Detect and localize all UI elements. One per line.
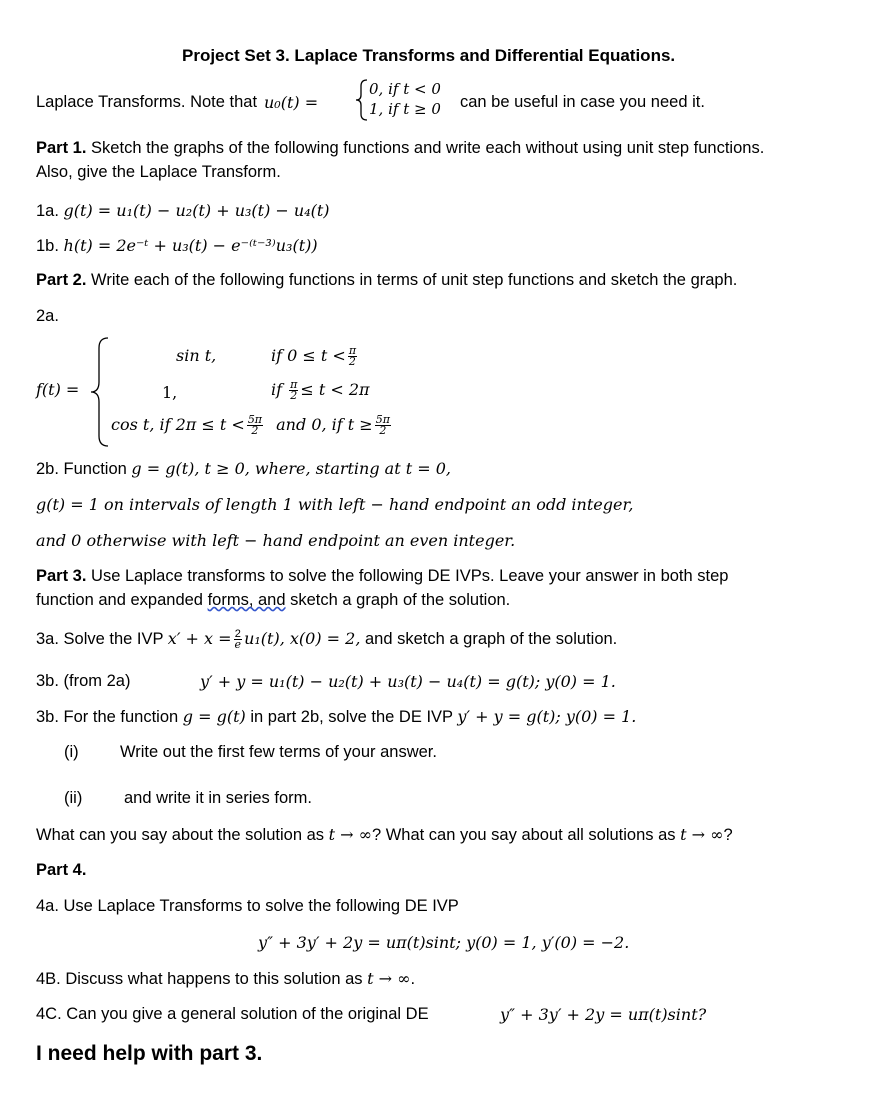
- item-3a-label: 3a. Solve the IVP: [36, 630, 164, 648]
- item-1b-formula: h(t) = 2e⁻ᵗ + u₃(t) − e⁻⁽ᵗ⁻³⁾u₃(t)): [63, 236, 318, 255]
- part3-text2-pre: function and expanded: [36, 591, 203, 609]
- item-2a-label: 2a.: [36, 307, 59, 325]
- page-title: Project Set 3. Laplace Transforms and Differential Equations.: [182, 46, 676, 65]
- item-3b2: [36, 707, 636, 727]
- fraction-pi-over-2: [348, 346, 357, 367]
- part3-label: Part 3.: [36, 567, 87, 585]
- part1-text2: Also, give the Laplace Transform.: [36, 163, 281, 181]
- question-pre: What can you say about the solution as: [36, 826, 325, 844]
- case2-cond-pre: if: [271, 380, 283, 399]
- item-3a-trail: and sketch a graph of the solution.: [365, 630, 618, 648]
- fraction-den: e: [234, 638, 242, 652]
- part1-label: Part 1.: [36, 139, 87, 157]
- case1-cond-text: if 0 ≤ t <: [271, 346, 346, 365]
- case3: [111, 415, 393, 436]
- item-4a-text: 4a. Use Laplace Transforms to solve the following DE IVP: [36, 897, 459, 915]
- fraction-2-over-e: [234, 629, 243, 650]
- case2-cond: [271, 380, 370, 401]
- part3-text: Use Laplace transforms to solve the following DE IVPs. Leave your answer in both step: [91, 567, 729, 585]
- case1-cond: [271, 346, 359, 367]
- fraction-den: 2: [290, 389, 298, 402]
- part3-heading: [36, 567, 728, 586]
- item-3b1-math: y′ + y = u₁(t) − u₂(t) + u₃(t) − u₄(t) = g(t); y(0) = 1.: [200, 672, 616, 691]
- intro-brace: [355, 78, 369, 122]
- question-math-2: t → ∞: [680, 825, 724, 844]
- fraction-num: 5π: [375, 413, 390, 426]
- item-4b-end: .: [410, 970, 416, 988]
- part2-label: Part 2.: [36, 271, 87, 289]
- item-1a-label: 1a.: [36, 202, 59, 220]
- case3-expr: cos t, if 2π ≤ t <: [111, 415, 245, 434]
- question-end: ?: [723, 826, 733, 844]
- help-request: I need help with part 3.: [36, 1042, 263, 1065]
- fraction-den: 2: [379, 424, 387, 437]
- item-2b: [36, 459, 451, 479]
- item-4b-pre: 4B. Discuss what happens to this solution as: [36, 970, 363, 988]
- item-3b2-math2: y′ + y = g(t); y(0) = 1.: [457, 707, 637, 726]
- intro-formula-lhs: u₀(t) =: [264, 93, 319, 112]
- item-1b-label: 1b.: [36, 237, 59, 255]
- item-1a-formula: g(t) = u₁(t) − u₂(t) + u₃(t) − u₄(t): [63, 201, 330, 220]
- item-3b1-label: 3b. (from 2a): [36, 672, 131, 690]
- fraction-5pi-over-2: [247, 415, 263, 436]
- item-1a: [36, 201, 330, 221]
- subitem-ii-text: and write it in series form.: [124, 789, 312, 807]
- intro-case-bottom: 1, if t ≥ 0: [369, 100, 441, 118]
- intro-case-top: 0, if t < 0: [369, 80, 441, 98]
- fraction-num: π: [290, 378, 298, 391]
- fraction-pi-over-2: [289, 380, 298, 401]
- fraction-num: π: [348, 344, 357, 357]
- item-3b2-label: 3b. For the function: [36, 708, 179, 726]
- item-3a-math-post: u₁(t), x(0) = 2,: [244, 629, 361, 648]
- fraction-num: 2: [234, 628, 241, 641]
- question-mid: ? What can you say about all solutions as: [371, 826, 676, 844]
- part4-label: Part 4.: [36, 861, 87, 879]
- intro-trail: can be useful in case you need it.: [460, 93, 705, 111]
- case3-mid: and 0, if t ≥: [276, 415, 373, 434]
- part2-heading: [36, 271, 737, 290]
- item-4c-text: 4C. Can you give a general solution of the original DE: [36, 1005, 429, 1023]
- item-4a-equation: y″ + 3y′ + 2y = uπ(t)sint; y(0) = 1, y′(0) = −2.: [258, 933, 630, 952]
- item-1b: [36, 236, 318, 256]
- piecewise-brace: [88, 336, 110, 448]
- subitem-i-text: Write out the first few terms of your answer.: [120, 743, 437, 761]
- subitem-i-label: (i): [64, 743, 79, 761]
- intro-lead: Laplace Transforms. Note that: [36, 93, 258, 111]
- item-3b2-math1: g = g(t): [182, 707, 246, 726]
- item-3a-math-pre: x′ + x =: [167, 629, 232, 648]
- item-4b-math: t → ∞: [367, 969, 411, 988]
- case2-expr: 1,: [162, 383, 178, 402]
- item-4c-equation: y″ + 3y′ + 2y = uπ(t)sint?: [500, 1005, 707, 1024]
- item-3a: [36, 629, 617, 650]
- part3-text2-post: sketch a graph of the solution.: [290, 591, 511, 609]
- item-4b: [36, 969, 415, 989]
- part3-text2: [36, 591, 510, 610]
- item-2b-math: g = g(t), t ≥ 0, where, starting at t = 0,: [131, 459, 452, 478]
- fraction-5pi-over-2: [375, 415, 391, 436]
- fraction-num: 5π: [247, 413, 263, 426]
- part3-question: [36, 825, 733, 845]
- item-2b-label: 2b. Function: [36, 460, 127, 478]
- subitem-ii-label: (ii): [64, 789, 83, 807]
- case1-expr: sin t,: [176, 346, 217, 365]
- question-math-1: t → ∞: [328, 825, 372, 844]
- part1-text: Sketch the graphs of the following functions and write each without using unit step functions.: [91, 139, 765, 157]
- item-3b2-mid: in part 2b, solve the DE IVP: [250, 708, 453, 726]
- part2-text: Write each of the following functions in terms of unit step functions and sketch the graph.: [91, 271, 738, 289]
- item-2b-line3: and 0 otherwise with left − hand endpoint an even integer.: [36, 531, 516, 550]
- case2-cond-post: ≤ t < 2π: [300, 380, 370, 399]
- item-2b-line2: g(t) = 1 on intervals of length 1 with left − hand endpoint an odd integer,: [36, 495, 634, 514]
- part1-heading: [36, 139, 764, 158]
- part3-text2-link: forms, and: [207, 591, 286, 609]
- fraction-den: 2: [348, 355, 356, 368]
- fraction-den: 2: [251, 424, 259, 437]
- piecewise-lhs: f(t) =: [36, 380, 80, 399]
